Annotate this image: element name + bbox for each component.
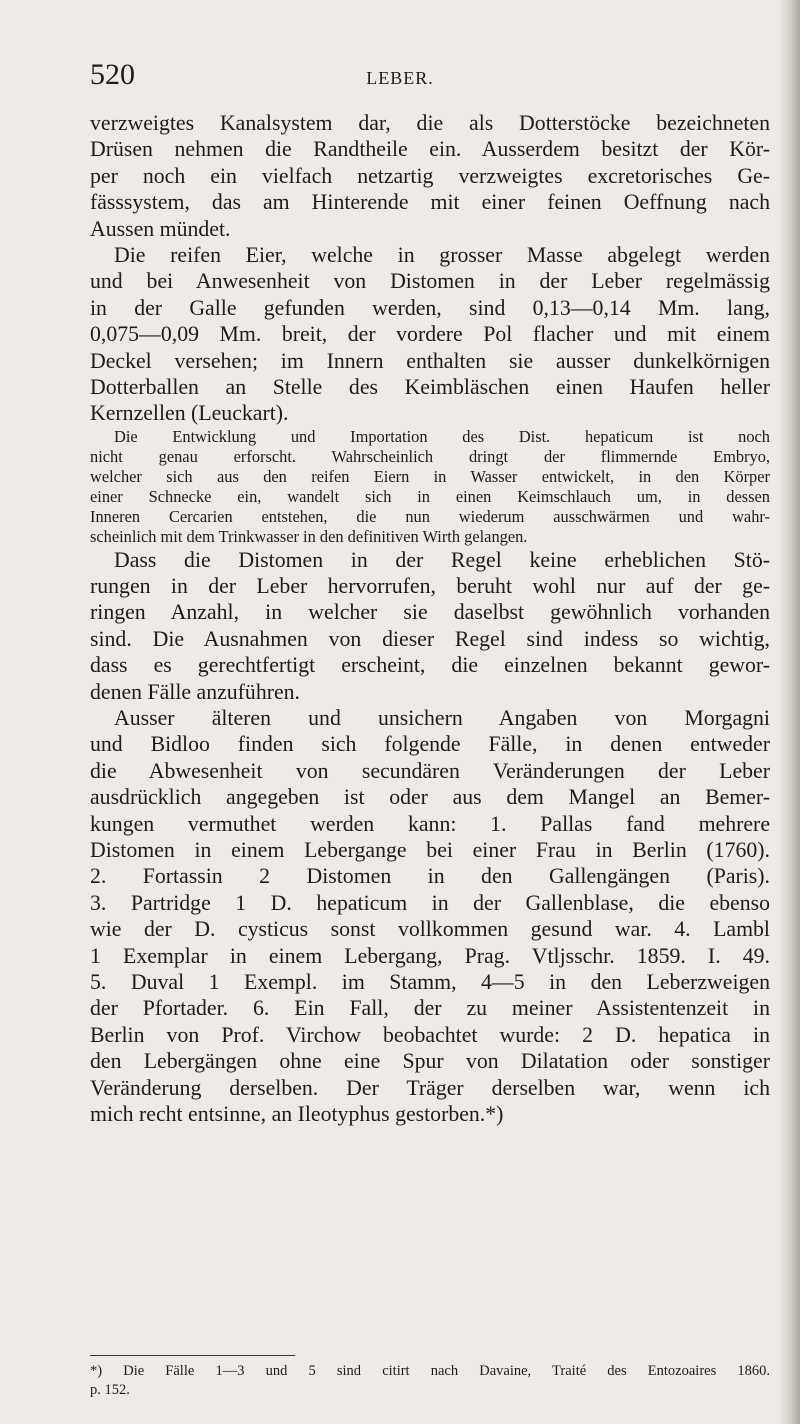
- text-line: fässsystem, das am Hinterende mit einer feinen Oeffnung nach: [90, 190, 770, 215]
- page-edge-shadow: [778, 0, 800, 1424]
- text-line: der Pfortader. 6. Ein Fall, der zu meiner Assistentenzeit in: [90, 996, 770, 1021]
- running-head: LEBER.: [366, 68, 434, 88]
- text-line: Berlin von Prof. Virchow beobachtet wurde: 2 D. hepatica in: [90, 1022, 770, 1047]
- text-line: 1 Exemplar in einem Lebergang, Prag. Vtljsschr. 1859. I. 49.: [90, 943, 770, 968]
- text-line: nicht genau erforscht. Wahrscheinlich dringt der flimmernde Embryo,: [90, 446, 770, 466]
- text-line: 2. Fortassin 2 Distomen in den Gallengängen (Paris).: [90, 864, 770, 889]
- footnote-line: *) Die Fälle 1—3 und 5 sind citirt nach Davaine, Traité des Entozoaires 1860.: [90, 1363, 770, 1379]
- page-number: 520: [90, 58, 135, 91]
- text-line: kungen vermuthet werden kann: 1. Pallas fand mehrere: [90, 811, 770, 836]
- text-line: Ausser älteren und unsichern Angaben von Morgagni: [114, 706, 770, 731]
- text-line: verzweigtes Kanalsystem dar, die als Dotterstöcke bezeichneten: [90, 111, 770, 135]
- text-line: scheinlich mit dem Trinkwasser in den definitiven Wirth gelangen.: [90, 526, 528, 546]
- text-line: Kernzellen (Leuckart).: [90, 401, 289, 426]
- text-line: Dass die Distomen in der Regel keine erheblichen Stö-: [114, 547, 770, 572]
- text-line: dass es gerechtfertigt erscheint, die einzelnen bekannt gewor-: [90, 653, 770, 678]
- text-line: Aussen mündet.: [90, 216, 231, 241]
- text-line: Distomen in einem Lebergange bei einer Frau in Berlin (1760).: [90, 837, 770, 862]
- text-line: den Lebergängen ohne eine Spur von Dilatation oder sonstiger: [90, 1049, 770, 1074]
- text-line: mich recht entsinne, an Ileotyphus gestorben.*): [90, 1101, 504, 1126]
- text-line: ringen Anzahl, in welcher sie daselbst gewöhnlich vorhanden: [90, 600, 770, 625]
- text-line: Die Entwicklung und Importation des Dist. hepaticum ist noch: [114, 426, 770, 446]
- text-line: 3. Partridge 1 D. hepaticum in der Gallenblase, die ebenso: [90, 890, 770, 915]
- text-line: einer Schnecke ein, wandelt sich in einen Keimschlauch um, in dessen: [90, 486, 770, 506]
- text-line: 0,075—0,09 Mm. breit, der vordere Pol flacher und mit einem: [90, 322, 770, 347]
- text-line: Dotterballen an Stelle des Keimbläschen einen Haufen heller: [90, 374, 770, 399]
- text-line: Drüsen nehmen die Randtheile ein. Ausserdem besitzt der Kör-: [90, 137, 770, 162]
- text-line: rungen in der Leber hervorrufen, beruht wohl nur auf der ge-: [90, 574, 770, 599]
- text-line: Die reifen Eier, welche in grosser Masse abgelegt werden: [114, 242, 770, 267]
- text-line: Inneren Cercarien entstehen, die nun wiederum ausschwärmen und wahr-: [90, 506, 770, 526]
- paragraph-4: [90, 705, 770, 1127]
- text-line: in der Galle gefunden werden, sind 0,13—0,14 Mm. lang,: [90, 295, 770, 320]
- text-line: welcher sich aus den reifen Eiern in Wasser entwickelt, in den Körper: [90, 466, 770, 486]
- footnote-line: p. 152.: [90, 1382, 130, 1398]
- text-line: und Bidloo finden sich folgende Fälle, in denen entweder: [90, 732, 770, 757]
- text-line: denen Fälle anzuführen.: [90, 679, 301, 704]
- body-text: [90, 110, 770, 1127]
- text-line: wie der D. cysticus sonst vollkommen gesund war. 4. Lambl: [90, 917, 770, 942]
- text-line: die Abwesenheit von secundären Veränderungen der Leber: [90, 758, 770, 783]
- footnote: [90, 1362, 770, 1400]
- text-line: ausdrücklich angegeben ist oder aus dem Mangel an Bemer-: [90, 785, 770, 810]
- paragraph-1: [90, 110, 770, 242]
- paragraph-3: [90, 547, 770, 705]
- paragraph-2: [90, 242, 770, 427]
- small-print-paragraph: [90, 427, 770, 547]
- footnote-divider: [90, 1355, 295, 1356]
- text-line: Veränderung derselben. Der Träger derselben war, wenn ich: [90, 1075, 770, 1100]
- text-line: sind. Die Ausnahmen von dieser Regel sind indess so wichtig,: [90, 626, 770, 651]
- text-line: und bei Anwesenheit von Distomen in der Leber regelmässig: [90, 269, 770, 294]
- text-line: 5. Duval 1 Exempl. im Stamm, 4—5 in den Leberzweigen: [90, 969, 770, 994]
- text-line: Deckel versehen; im Innern enthalten sie ausser dunkelkörnigen: [90, 348, 770, 373]
- text-line: per noch ein vielfach netzartig verzweigtes excretorisches Ge-: [90, 163, 770, 188]
